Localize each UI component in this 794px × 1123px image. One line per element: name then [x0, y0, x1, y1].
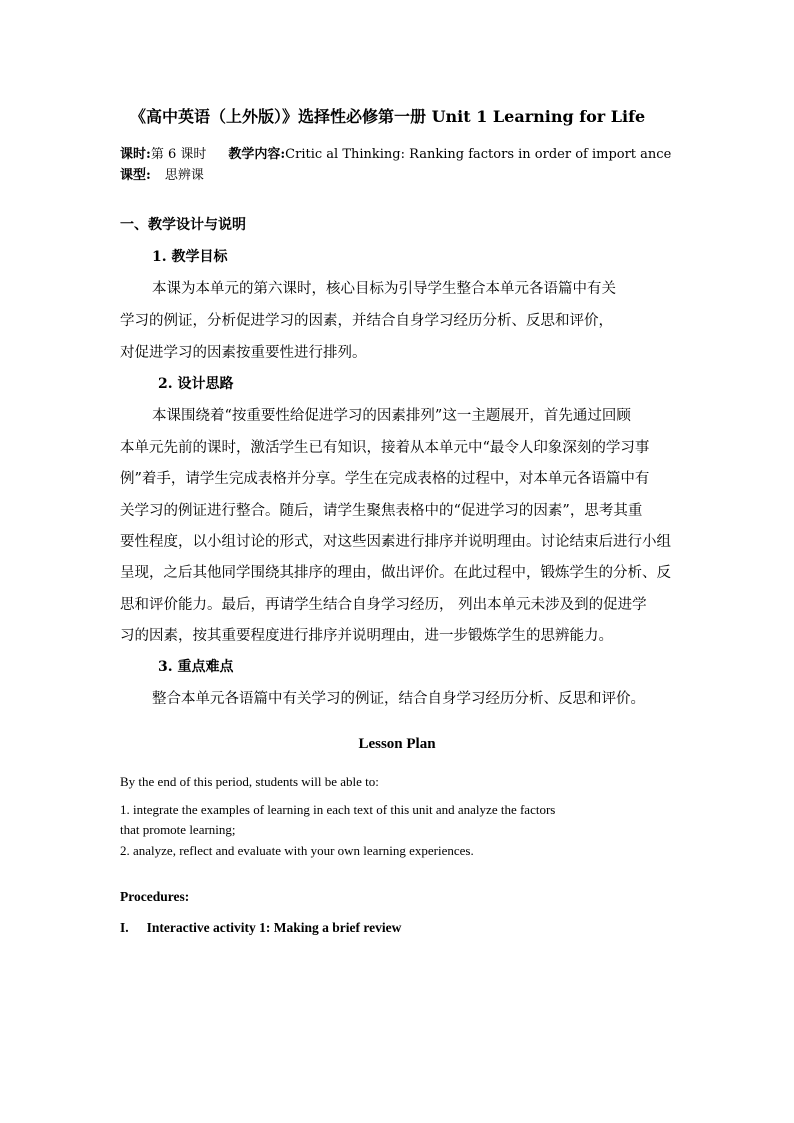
design-paragraph-line: 呈现，之后其他同学围绕其排序的理由，做出评价。在此过程中，锻炼学生的分析、反	[120, 565, 671, 581]
lesson-plan-intro: By the end of this period, students will be able to:	[120, 774, 379, 789]
procedures-label: Procedures:	[120, 889, 190, 904]
design-paragraph-line: 本课围绕着“按重要性给促进学习的因素排列”这一主题展开，首先通过回顾	[152, 408, 631, 424]
design-paragraph-line: 例”着手，请学生完成表格并分享。学生在完成表格的过程中，对本单元各语篇中有	[120, 471, 650, 487]
lesson-label: 课时:	[120, 147, 151, 162]
objective-line: 1. integrate the examples of learning in each text of this unit and analyze the factors	[120, 802, 556, 817]
design-paragraph-line: 思和评价能力。最后，再请学生结合自身学习经历， 列出本单元未涉及到的促进学	[120, 597, 647, 613]
goals-paragraph-line: 学习的例证，分析促进学习的因素，并结合自身学习经历分析、反思和评价，	[120, 313, 613, 329]
objective-line: 2. analyze, reflect and evaluate with your own learning experiences.	[120, 843, 474, 858]
section-heading: 一、教学设计与说明	[120, 217, 246, 233]
activity-heading	[120, 920, 401, 936]
design-paragraph-line: 习的因素，按其重要程度进行排序并说明理由，进一步锻炼学生的思辨能力。	[120, 628, 613, 644]
content-value: Critic al Thinking: Ranking factors in order of import ance	[285, 147, 672, 162]
type-label: 课型:	[120, 168, 151, 183]
design-paragraph-line: 要性程度，以小组讨论的形式，对这些因素进行排序并说明理由。讨论结束后进行小组	[120, 534, 671, 550]
lesson-value: 第 6 课时	[150, 147, 207, 162]
focus-heading: 3. 重点难点	[158, 659, 234, 675]
lesson-plan-title: Lesson Plan	[358, 736, 436, 752]
document-title: 《高中英语（上外版）》选择性必修第一册 Unit 1 Learning for Life	[130, 107, 646, 126]
focus-paragraph-line: 整合本单元各语篇中有关学习的例证，结合自身学习经历分析、反思和评价。	[152, 691, 645, 707]
content-label: 教学内容:	[228, 147, 286, 162]
activity-title: Interactive activity 1: Making a brief review	[146, 920, 402, 935]
activity-number: I.	[120, 920, 129, 935]
objective-line: that promote learning;	[120, 822, 236, 837]
goals-paragraph-line: 本课为本单元的第六课时，核心目标为引导学生整合本单元各语篇中有关	[152, 281, 616, 297]
type-value: 思辨课	[164, 168, 204, 183]
design-heading: 2. 设计思路	[158, 376, 234, 392]
goals-paragraph-line: 对促进学习的因素按重要性进行排列。	[120, 345, 367, 361]
design-paragraph-line: 关学习的例证进行整合。随后，请学生聚焦表格中的“促进学习的因素”，思考其重	[120, 503, 643, 519]
type-meta-row	[120, 164, 204, 183]
lesson-meta-row	[120, 143, 671, 162]
design-paragraph-line: 本单元先前的课时，激活学生已有知识，接着从本单元中“最令人印象深刻的学习事	[120, 440, 650, 456]
goals-heading: 1. 教学目标	[152, 249, 228, 265]
